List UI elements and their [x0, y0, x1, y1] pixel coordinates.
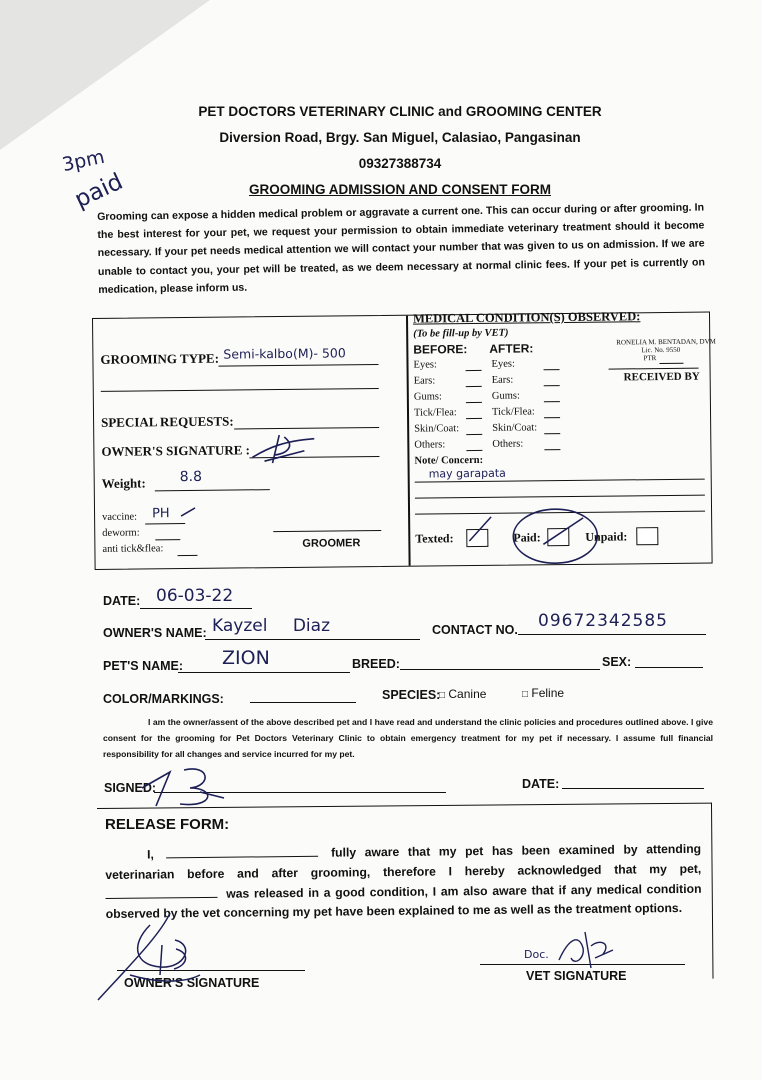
release-text-part2: was released in a good condition, I am also aware that if any medical condition observed by the vet concerning my pet have been explained to me as well as the treatment options.	[105, 881, 702, 922]
date-value[interactable]: 06-03-22	[156, 586, 234, 606]
note-value[interactable]: may garapata	[428, 466, 506, 481]
release-owner-name-line[interactable]	[166, 844, 318, 859]
after-item-line[interactable]	[544, 401, 560, 402]
special-requests-label: SPECIAL REQUESTS:	[101, 413, 234, 430]
before-item-label: Tick/Flea:	[413, 407, 457, 419]
stamp-lic: Lic. No. 9550	[641, 345, 681, 355]
clinic-phone: 09327388734	[358, 156, 442, 171]
release-owner-signature-scribble	[90, 905, 220, 1005]
before-item-label: Others:	[414, 439, 446, 451]
stamp-ptr: PTR	[643, 354, 657, 363]
breed-label: BREED:	[352, 657, 400, 671]
pet-name-label: PET'S NAME:	[103, 659, 184, 673]
folded-corner	[0, 0, 210, 150]
texted-label: Texted:	[415, 531, 454, 546]
before-item-line[interactable]	[466, 370, 482, 371]
owners-signature-label: OWNER'S SIGNATURE :	[101, 442, 251, 459]
weight-label: Weight:	[101, 475, 146, 491]
owner-name-value[interactable]: Kayzel Diaz	[212, 616, 330, 636]
before-item-line[interactable]	[466, 434, 482, 435]
before-item-line[interactable]	[466, 402, 482, 403]
date-label: DATE:	[103, 594, 141, 608]
before-item-label: Skin/Coat:	[414, 423, 460, 435]
margin-note-time: 3pm	[60, 145, 107, 177]
after-item-label: Gums:	[491, 390, 520, 402]
after-item-line[interactable]	[544, 417, 560, 418]
groomer-label: GROOMER	[302, 537, 361, 550]
unpaid-checkbox[interactable]	[636, 527, 658, 545]
signed-signature-scribble	[140, 762, 230, 810]
owner-name-line	[205, 639, 420, 640]
medical-title: MEDICAL CONDITION(S) OBSERVED:	[412, 309, 641, 326]
pet-name-value[interactable]: ZION	[222, 647, 270, 669]
before-item-line[interactable]	[466, 450, 482, 451]
received-by-line[interactable]	[609, 368, 699, 370]
grooming-medical-box	[92, 309, 716, 570]
vaccine-check-mark	[179, 506, 199, 522]
form-title: GROOMING ADMISSION AND CONSENT FORM	[249, 182, 551, 197]
note-label: Note/ Concern:	[414, 454, 484, 467]
after-item-line[interactable]	[544, 385, 560, 386]
before-item-line[interactable]	[466, 386, 482, 387]
clinic-address: Diversion Road, Brgy. San Miguel, Calasiao, Pangasinan	[219, 130, 581, 145]
weight-line	[155, 489, 270, 491]
release-text-part1: fully aware that my pet has been examined by attending veterinarian before and after grooming, therefore I hereby acknowledged that my pet,	[105, 841, 702, 882]
grooming-type-value[interactable]: Semi-kalbo(M)- 500	[223, 345, 346, 362]
texted-check-mark	[465, 513, 495, 547]
before-item-line[interactable]	[466, 418, 482, 419]
before-label: BEFORE:	[413, 342, 468, 357]
signed-label: SIGNED:	[104, 781, 157, 795]
after-item-label: Tick/Flea:	[491, 406, 535, 418]
release-pet-name-line[interactable]	[105, 884, 217, 898]
unpaid-label: Unpaid:	[585, 529, 628, 544]
before-item-label: Ears:	[413, 375, 436, 387]
intro-paragraph: Grooming can expose a hidden medical problem or aggravate a current one. This can occur during or after grooming. In the best interest for your pet, we request your permission to obtain immediate veterinary treatment should it become necessary. If your pet needs medical attention we will contact your number that was given to us on admission. If we are unable to contact you, your pet will be treated, as we deem necessary at normal clinic fees. If your pet is currently on medication, please inform us.	[97, 201, 706, 296]
anti-tick-line[interactable]	[177, 555, 197, 556]
date-line	[140, 608, 252, 609]
feline-label: Feline	[531, 686, 565, 700]
deworm-label: deworm:	[102, 527, 140, 539]
margin-note-paid: paid	[70, 168, 127, 214]
contact-line	[518, 634, 706, 635]
canine-checkbox[interactable]: □	[439, 690, 446, 701]
after-item-line[interactable]	[544, 449, 560, 450]
owner-sig-label: OWNER'S SIGNATURE	[124, 976, 260, 990]
before-item-label: Eyes:	[413, 359, 437, 371]
note-line-2	[415, 495, 705, 499]
consent-date-line[interactable]	[562, 788, 704, 789]
grooming-type-label: GROOMING TYPE:	[100, 350, 220, 367]
sex-label: SEX:	[602, 655, 632, 669]
received-by-label: RECEIVED BY	[623, 370, 700, 384]
vaccine-line	[145, 523, 185, 524]
before-item-label: Gums:	[413, 391, 442, 403]
consent-text: I am the owner/assent of the above described pet and I have read and understand the clinic policies and procedures outlined above. I give consent for the grooming for Pet Doctors Veterinary Clinic to obtain emergency treatment for my pet if necessary. I assume full financial responsibility for all changes and service incurred for my pet.	[103, 717, 713, 759]
release-title: RELEASE FORM:	[105, 816, 230, 833]
clinic-name: PET DOCTORS VETERINARY CLINIC and GROOMING CENTER	[198, 104, 602, 119]
owner-signature-scribble	[244, 427, 324, 468]
species-label: SPECIES:	[382, 688, 441, 702]
after-item-label: Ears:	[491, 374, 514, 386]
weight-value[interactable]: 8.8	[179, 468, 203, 486]
after-label: AFTER:	[489, 341, 534, 356]
after-item-line[interactable]	[544, 369, 560, 370]
ptr-line	[660, 363, 684, 364]
release-i-label: I,	[147, 847, 154, 862]
breed-line[interactable]	[400, 669, 600, 670]
vet-sig-label: VET SIGNATURE	[526, 969, 627, 983]
contact-value[interactable]: 09672342585	[538, 611, 668, 631]
after-item-line[interactable]	[544, 433, 560, 434]
after-item-label: Skin/Coat:	[492, 422, 538, 434]
vet-handwriting: Doc.	[524, 948, 549, 961]
vaccine-value[interactable]: PH	[151, 506, 170, 522]
sex-line[interactable]	[635, 667, 703, 668]
vaccine-label: vaccine:	[102, 511, 138, 523]
species-feline[interactable]	[522, 686, 564, 700]
after-item-label: Eyes:	[491, 358, 515, 370]
anti-tick-label: anti tick&flea:	[102, 543, 164, 555]
paid-label: Paid:	[513, 530, 541, 545]
feline-checkbox[interactable]: □	[522, 689, 529, 700]
box-divider	[406, 316, 410, 566]
grooming-type-line-2	[101, 388, 379, 392]
vet-signature-scribble	[555, 928, 615, 972]
groomer-line[interactable]	[273, 530, 381, 532]
contact-label: CONTACT NO.	[432, 623, 518, 637]
canine-label: Canine	[448, 687, 487, 701]
pet-name-line	[178, 672, 350, 673]
after-item-label: Others:	[492, 438, 524, 450]
deworm-line[interactable]	[155, 539, 180, 540]
color-label: COLOR/MARKINGS:	[103, 692, 224, 706]
color-line[interactable]	[250, 702, 356, 703]
consent-date-label: DATE:	[522, 777, 560, 791]
species-canine[interactable]	[439, 687, 486, 701]
owner-name-label: OWNER'S NAME:	[103, 626, 207, 640]
grooming-type-line	[219, 364, 379, 367]
medical-subtitle: (To be fill-up by VET)	[413, 327, 509, 340]
stamp-name: RONELIA M. BENTADAN, DVM	[616, 337, 716, 347]
